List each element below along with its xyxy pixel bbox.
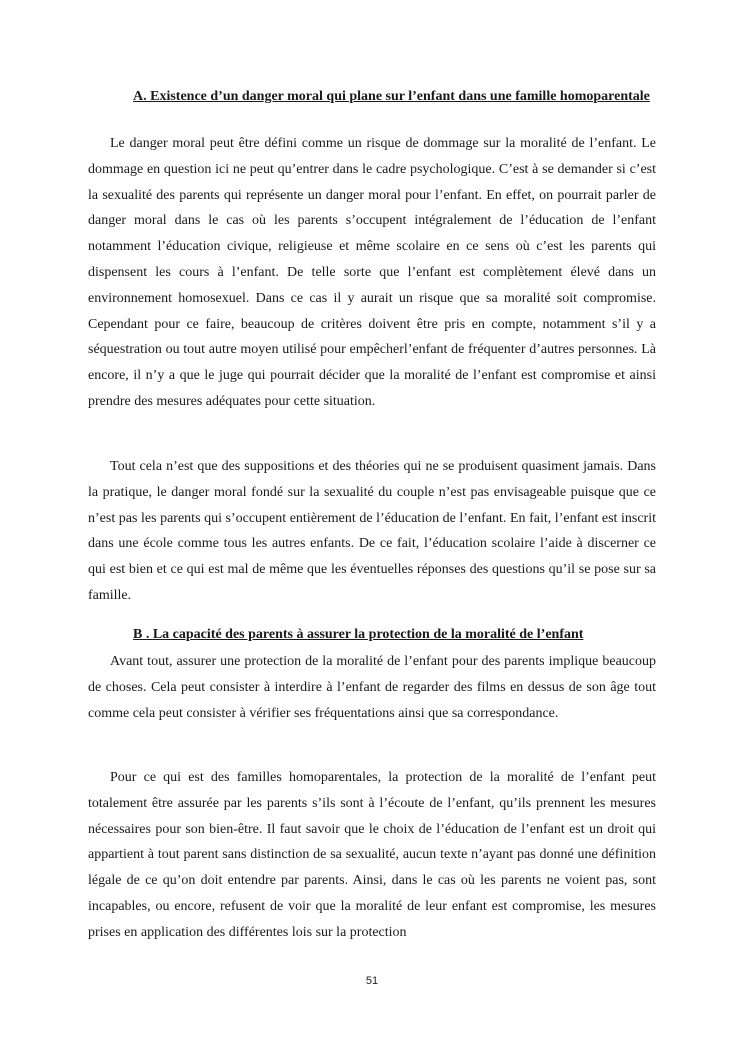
paragraph-familles-homoparentales: Pour ce qui est des familles homoparentales, la protection de la moralité de l’enfant peut totalement être assurée par les parents s’ils sont à l’écoute de l’enfant, qu’ils prennent les mesures nécessaires pour son bien-être. Il faut savoir que le choix de l’éducation de l’enfant est un droit qui appartient à tout parent sans distinction de sa sexualité, aucun texte n’ayant pas donné une définition légale de ce qu’on doit entendre par parents. Ainsi, dans le cas où les parents ne voient pas, sont incapables, ou encore, refusent de voir que la moralité de leur enfant est compromise, les mesures prises en application des différentes lois sur la protection	[88, 770, 656, 940]
section-a-heading: A. Existence d’un danger moral qui plane sur l’enfant dans une famille homoparentale	[133, 89, 650, 104]
paragraph-avant-tout: Avant tout, assurer une protection de la moralité de l’enfant pour des parents implique beaucoup de choses. Cela peut consister à interdire à l’enfant de regarder des films en dessus de son âge tout comme cela peut consister à vérifier ses fréquentations ainsi que sa correspondance.	[88, 654, 656, 721]
paragraph-danger-moral: Le danger moral peut être défini comme un risque de dommage sur la moralité de l’enfant. Le dommage en question ici ne peut qu’entrer dans le cadre psychologique. C’est à se demander si c’est la sexualité des parents qui représente un danger moral pour l’enfant. En effet, on pourrait parler de danger moral dans le cas où les parents s’occupent intégralement de l’éducation de l’enfant notamment l’éducation civique, religieuse et même scolaire en ce sens où c’est les parents qui dispensent les cours à l’enfant. De telle sorte que l’enfant est complètement élevé dans un environnement homosexuel. Dans ce cas il y aurait un risque que sa moralité soit compromise. Cependant pour ce faire, beaucoup de critères doivent être pris en compte, notamment s’il y a séquestration ou tout autre moyen utilisé pour empêcherl’enfant de fréquenter d’autres personnes. Là encore, il n’y a que le juge qui pourrait décider que la moralité de l’enfant est compromise et ainsi prendre des mesures adéquates pour cette situation.	[88, 136, 656, 409]
paragraph-suppositions: Tout cela n’est que des suppositions et des théories qui ne se produisent quasiment jamais. Dans la pratique, le danger moral fondé sur la sexualité du couple n’est pas envisageable puisque que ce n’est pas les parents qui s’occupent entièrement de l’éducation de l’enfant. En fait, l’enfant est inscrit dans une école comme tous les autres enfants. De ce fait, l’éducation scolaire l’aide à discerner ce qui est bien et ce qui est mal de même que les éventuelles réponses des questions qu’il se pose sur sa famille.	[88, 459, 656, 603]
section-b-heading: B . La capacité des parents à assurer la protection de la moralité de l’enfant	[133, 627, 584, 642]
page-number: 51	[365, 975, 379, 987]
